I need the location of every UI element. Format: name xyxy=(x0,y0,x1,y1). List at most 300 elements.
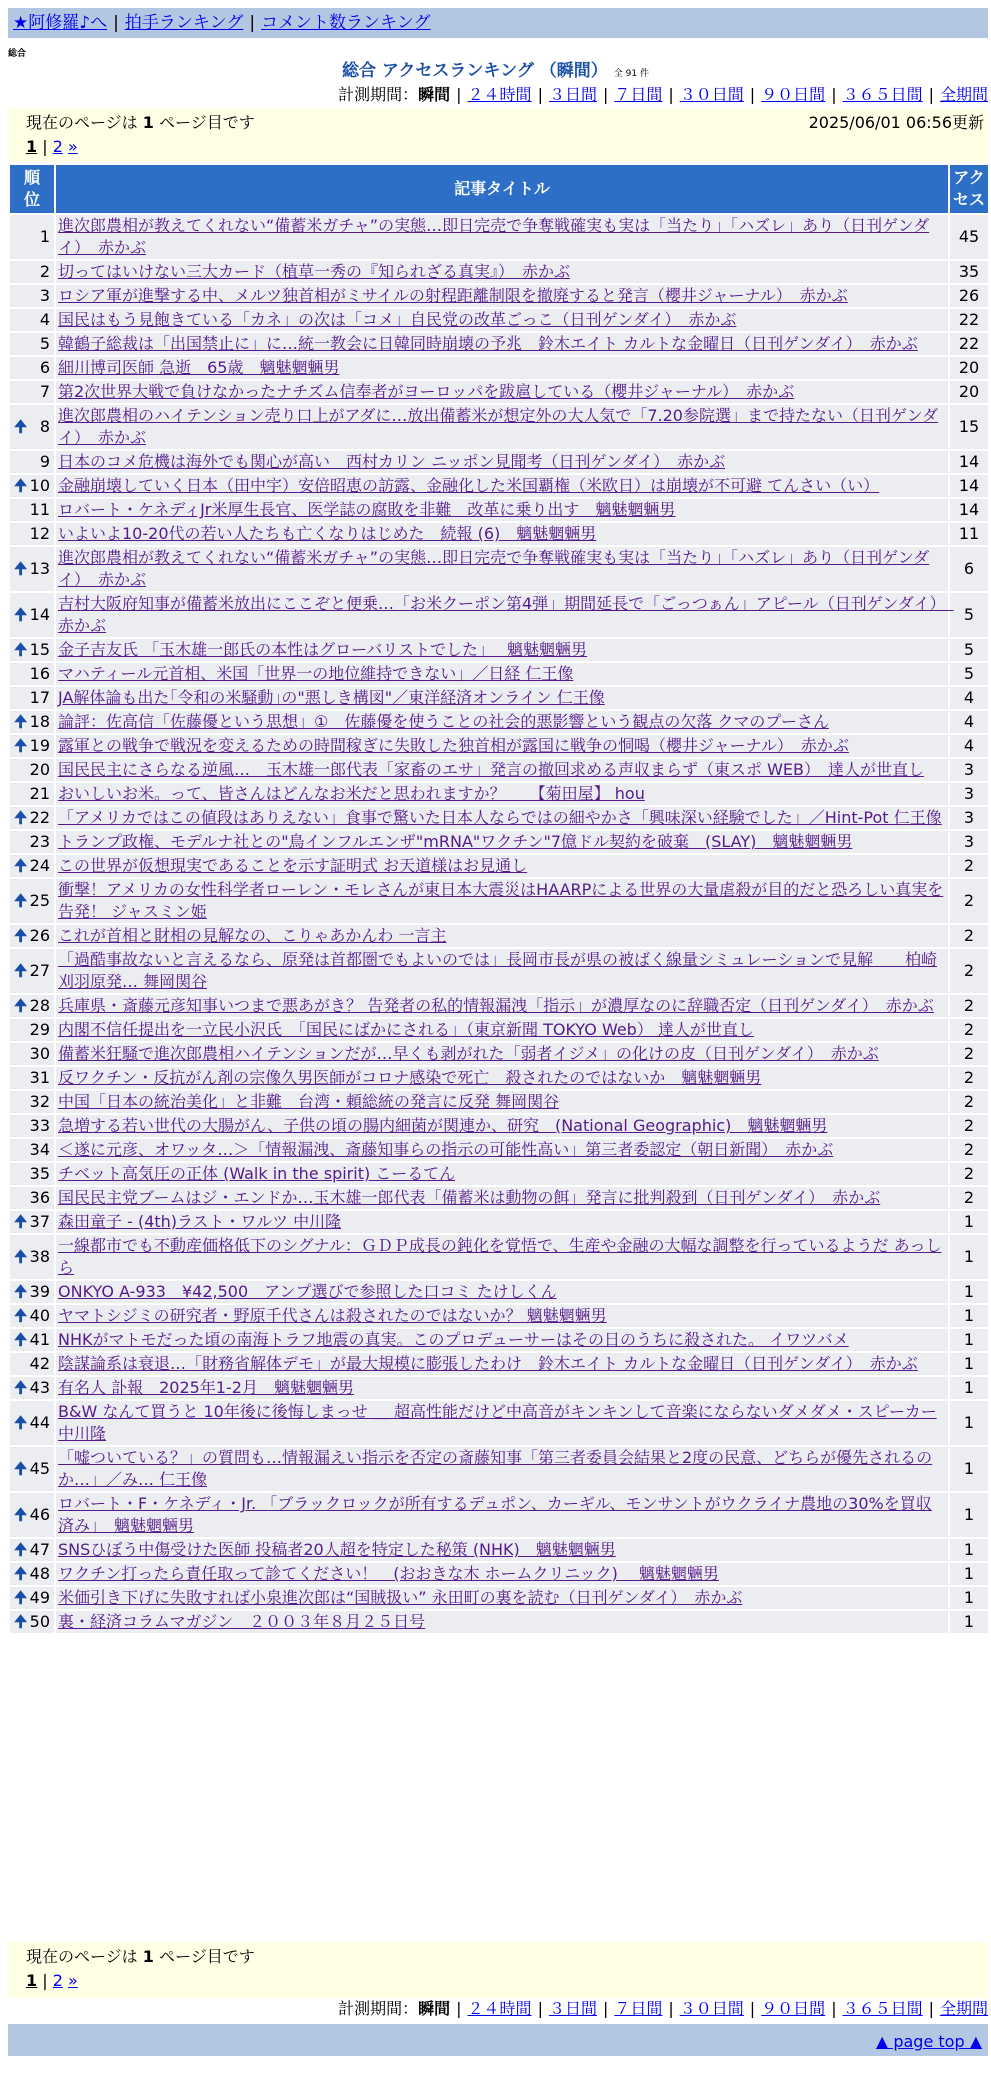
article-link[interactable]: ＜遂に元彦、オワッタ…＞「情報漏洩、斎藤知事らの指示の可能性高い」第三者委認定（朝日新聞） 赤かぶ xyxy=(58,1140,834,1159)
article-link[interactable]: 国民はもう見飽きている「カネ」の次は「コメ」自民党の改革ごっこ（日刊ゲンダイ） 赤かぶ xyxy=(58,310,737,329)
title-cell xyxy=(56,1401,948,1445)
period-selector-top xyxy=(338,84,988,106)
table-row xyxy=(10,855,988,877)
comment-ranking-link[interactable]: コメント数ランキング xyxy=(261,13,431,33)
next-page-link[interactable]: » xyxy=(67,137,78,156)
rank-number: 22 xyxy=(29,808,50,827)
title-cell xyxy=(56,1611,948,1633)
article-link[interactable]: 露軍との戦争で戦況を変えるための時間稼ぎに失敗した独首相が露国に戦争の恫喝（櫻井ジャーナル） 赤かぶ xyxy=(58,736,849,755)
article-link[interactable]: 「アメリカではこの値段はありえない」食事で驚いた日本人ならではの細やかさ「興味深い経験でした」／Hint-Pot 仁王像 xyxy=(58,808,942,827)
rank-number: 17 xyxy=(29,688,50,707)
title-cell xyxy=(56,663,948,685)
article-link[interactable]: 進次郎農相が教えてくれない“備蓄米ガチャ”の実態…即日完売で争奪戦確実も実は「当たり」「ハズレ」あり（日刊ゲンダイ） 赤かぶ xyxy=(58,548,930,589)
rank-cell xyxy=(10,1067,54,1089)
rank-cell xyxy=(10,1235,54,1279)
access-count: 1 xyxy=(950,1493,988,1537)
title-cell xyxy=(56,451,948,473)
table-row xyxy=(10,783,988,805)
ranking-table xyxy=(8,163,990,1635)
period-separator: | xyxy=(456,85,462,104)
title-cell xyxy=(56,1115,948,1137)
rank-number: 11 xyxy=(29,500,50,519)
access-count: 4 xyxy=(950,735,988,757)
period-link[interactable]: ３日間 xyxy=(548,85,597,104)
title-cell xyxy=(56,357,948,379)
table-row xyxy=(10,309,988,331)
table-row xyxy=(10,405,988,449)
period-link[interactable]: ２４時間 xyxy=(467,1999,532,2018)
rank-cell xyxy=(10,405,54,449)
table-row xyxy=(10,735,988,757)
rank-number: 43 xyxy=(29,1378,50,1397)
rank-cell xyxy=(10,357,54,379)
rank-cell xyxy=(10,475,54,497)
title-cell xyxy=(56,1019,948,1041)
rank-number: 25 xyxy=(29,891,50,910)
article-link[interactable]: 日本のコメ危機は海外でも関心が高い 西村カリン ニッポン見聞考（日刊ゲンダイ） 赤かぶ xyxy=(58,452,726,471)
rank-cell xyxy=(10,547,54,591)
rank-up-arrow-icon: 🠉 xyxy=(14,605,28,624)
next-page-link[interactable]: » xyxy=(67,1971,78,1990)
rank-number: 29 xyxy=(29,1020,50,1039)
rank-cell xyxy=(10,261,54,283)
title-cell xyxy=(56,1493,948,1537)
article-link[interactable]: これが首相と財相の見解なの、こりゃあかんわ 一言主 xyxy=(58,926,447,945)
article-link[interactable]: 進次郎農相が教えてくれない“備蓄米ガチャ”の実態…即日完売で争奪戦確実も実は「当たり」「ハズレ」あり（日刊ゲンダイ） 赤かぶ xyxy=(58,216,930,257)
title-cell xyxy=(56,995,948,1017)
table-row xyxy=(10,333,988,355)
article-link[interactable]: 国民民主党ブームはジ・エンドか…玉木雄一郎代表「備蓄米は動物の餌」発言に批判殺到（日刊ゲンダイ） 赤かぶ xyxy=(58,1188,881,1207)
title-cell xyxy=(56,1091,948,1113)
title-cell xyxy=(56,593,954,637)
rank-cell xyxy=(10,663,54,685)
rank-number: 39 xyxy=(29,1282,50,1301)
title-cell xyxy=(56,1281,948,1303)
access-count: 26 xyxy=(950,285,988,307)
table-row xyxy=(10,285,988,307)
table-row xyxy=(10,357,988,379)
rank-cell xyxy=(10,1377,54,1399)
period-link[interactable]: ７日間 xyxy=(614,85,663,104)
category-label: 総合 xyxy=(8,49,27,59)
article-link[interactable]: 衝撃！アメリカの女性科学者ローレン・モレさんが東日本大震災はHAARPによる世界の大量虐殺が目的だと恐ろしい真実を告発！ ジャスミン姫 xyxy=(58,880,944,921)
rank-cell xyxy=(10,879,54,923)
rank-cell xyxy=(10,1187,54,1209)
table-row xyxy=(10,639,988,661)
title-cell xyxy=(56,1211,948,1233)
title-cell xyxy=(56,925,948,947)
rank-cell xyxy=(10,1447,54,1491)
period-separator: | xyxy=(602,1999,609,2018)
page-2-link[interactable]: 2 xyxy=(52,137,63,156)
rank-up-arrow-icon: 🠉 xyxy=(14,1564,28,1583)
table-row xyxy=(10,1401,988,1445)
article-link[interactable]: 内閣不信任提出を一立民小沢氏 「国民にばかにされる」（東京新聞 TOKYO Web） 達人が世直し xyxy=(58,1020,754,1039)
article-link[interactable]: 米価引き下げに失敗すれば小泉進次郎は“国賊扱い” 永田町の裏を読む（日刊ゲンダイ） 赤かぶ xyxy=(58,1588,743,1607)
access-header: アクセス xyxy=(950,165,988,213)
article-link[interactable]: 吉村大阪府知事が備蓄米放出にここぞと便乗…「お米クーポン第4弾」期間延長で「ごっつぁん」アピール（日刊ゲンダイ） 赤かぶ xyxy=(58,594,954,635)
article-link[interactable]: ヤマトシジミの研究者・野原千代さんは殺されたのではないか？ 魑魅魍魎男 xyxy=(58,1306,607,1325)
access-count: 3 xyxy=(950,759,988,781)
rank-cell xyxy=(10,995,54,1017)
title-cell xyxy=(56,215,948,259)
article-link[interactable]: 切ってはいけない三大カード（植草一秀の『知られざる真実』） 赤かぶ xyxy=(58,262,571,281)
article-link[interactable]: B&W なんて買うと 10年後に後悔しまっせ ＿ 超高性能だけど中高音がキンキンして音楽にならないダメダメ・スピーカー 中川隆 xyxy=(58,1402,937,1443)
rank-cell xyxy=(10,687,54,709)
access-count: 1 xyxy=(950,1401,988,1445)
title-header: 記事タイトル xyxy=(56,165,948,213)
rank-number: 37 xyxy=(29,1212,50,1231)
article-link[interactable]: ワクチン打ったら責任取って診てください！ (おおきな木 ホームクリニック) 魑魅魍魎男 xyxy=(58,1564,719,1583)
rank-number: 35 xyxy=(29,1164,50,1183)
period-link[interactable]: ２４時間 xyxy=(467,85,532,104)
rank-up-arrow-icon: 🠉 xyxy=(14,1588,28,1607)
table-row xyxy=(10,451,988,473)
rank-cell xyxy=(10,1329,54,1351)
article-link[interactable]: マハティール元首相、米国「世界一の地位維持できない」／日経 仁王像 xyxy=(58,664,574,683)
access-count: 5 xyxy=(950,593,988,637)
period-separator: | xyxy=(537,1999,543,2018)
rank-up-arrow-icon: 🠉 xyxy=(14,559,28,578)
article-link[interactable]: NHKがマトモだった頃の南海トラフ地震の真実。このプロデューサーはその日のうちに殺された。 イワツバメ xyxy=(58,1330,849,1349)
rank-cell xyxy=(10,1587,54,1609)
article-link[interactable]: 「過酷事故ないと言えるなら、原発は首都圏でもよいのでは」長岡市長が県の被ばく線量シミュレーションで見解 柏崎刈羽原発… 舞岡関谷 xyxy=(58,950,938,991)
period-link[interactable]: ３６５日間 xyxy=(842,85,923,104)
table-row xyxy=(10,807,988,829)
article-link[interactable]: ロバート・F・ケネディ・Jr. 「ブラックロックが所有するデュポン、カーギル、モンサントがウクライナ農地の30%を買収済み」 魑魅魍魎男 xyxy=(58,1494,932,1535)
title-cell xyxy=(56,405,948,449)
rank-cell xyxy=(10,1493,54,1537)
title-cell xyxy=(56,1329,948,1351)
period-link[interactable]: ３０日間 xyxy=(679,1999,744,2018)
rank-cell xyxy=(10,451,54,473)
article-link[interactable]: 急増する若い世代の大腸がん、子供の頃の腸内細菌が関連か、研究 (National Geographic) 魑魅魍魎男 xyxy=(58,1116,828,1135)
article-link[interactable]: JA解体論も出た｢令和の米騒動｣の"悪しき構図"／東洋経済オンライン 仁王像 xyxy=(58,688,605,707)
rank-number: 27 xyxy=(29,961,50,980)
title-cell xyxy=(56,285,948,307)
title-cell xyxy=(56,1353,948,1375)
rank-number: 44 xyxy=(29,1413,50,1432)
article-link[interactable]: 「嘘ついている？」の質問も…情報漏えい指示を否定の斎藤知事「第三者委員会結果と2度の民意、どちらが優先されるのか…」／み… 仁王像 xyxy=(58,1448,933,1489)
rank-number: 26 xyxy=(29,926,50,945)
rank-cell xyxy=(10,711,54,733)
access-count: 1 xyxy=(950,1329,988,1351)
access-count: 5 xyxy=(950,639,988,661)
access-count: 2 xyxy=(950,1091,988,1113)
article-link[interactable]: 韓鶴子総裁は「出国禁止に」に…統一教会に日韓同時崩壊の予兆 鈴木エイト カルトな金曜日（日刊ゲンダイ） 赤かぶ xyxy=(58,334,918,353)
rank-cell xyxy=(10,1539,54,1561)
table-row xyxy=(10,1091,988,1113)
article-link[interactable]: SNSひぼう中傷受けた医師 投稿者20人超を特定した秘策 (NHK) 魑魅魍魎男 xyxy=(58,1540,616,1559)
access-count: 2 xyxy=(950,995,988,1017)
rank-cell xyxy=(10,1401,54,1445)
title-cell xyxy=(56,1139,948,1161)
article-link[interactable]: 反ワクチン・反抗がん剤の宗像久男医師がコロナ感染で死亡 殺されたのではないか 魑魅魍魎男 xyxy=(58,1068,762,1087)
access-count: 20 xyxy=(950,357,988,379)
period-separator: | xyxy=(831,1999,837,2018)
article-link[interactable]: 裏・経済コラムマガジン ２００３年８月２５日号 xyxy=(58,1612,426,1631)
rank-up-arrow-icon: 🠉 xyxy=(14,1378,28,1397)
article-link[interactable]: ロバート・ケネディJr米厚生長官、医学誌の腐敗を非難 改革に乗り出す 魑魅魍魎男 xyxy=(58,500,676,519)
rank-up-arrow-icon: 🠉 xyxy=(14,476,28,495)
rank-cell xyxy=(10,735,54,757)
period-label: 計測期間： xyxy=(338,1999,419,2018)
access-count: 1 xyxy=(950,1353,988,1375)
page-title xyxy=(0,60,991,85)
article-link[interactable]: 論評：佐高信「佐藤優という思想」① 佐藤優を使うことの社会的悪影響という観点の欠落 クマのプーさん xyxy=(58,712,829,731)
rank-number: 4 xyxy=(39,310,50,329)
article-link[interactable]: 兵庫県・斎藤元彦知事いつまで悪あがき？ 告発者の私的情報漏洩「指示」が濃厚なのに辞職否定（日刊ゲンダイ） 赤かぶ xyxy=(58,996,934,1015)
page-status-number: 1 xyxy=(142,1947,154,1966)
rank-header: 順位 xyxy=(10,165,54,213)
rank-number: 33 xyxy=(29,1116,50,1135)
access-count: 2 xyxy=(950,879,988,923)
table-row xyxy=(10,1353,988,1375)
title-cell xyxy=(56,783,948,805)
article-link[interactable]: 備蓄米狂騒で進次郎農相ハイテンションだが…早くも剥がれた「弱者イジメ」の化けの皮（日刊ゲンダイ） 赤かぶ xyxy=(58,1044,879,1063)
access-count: 2 xyxy=(950,925,988,947)
article-link[interactable]: 陰謀論系は衰退…「財務省解体デモ」が最大規模に膨張したわけ 鈴木エイト カルトな金曜日（日刊ゲンダイ） 赤かぶ xyxy=(58,1354,918,1373)
rank-up-arrow-icon: 🠉 xyxy=(14,1330,28,1349)
access-count: 2 xyxy=(950,1043,988,1065)
article-link[interactable]: トランプ政権、モデルナ社との"鳥インフルエンザ"mRNA"ワクチン"7億ドル契約を破棄 (SLAY) 魑魅魍魎男 xyxy=(58,832,853,851)
rank-up-arrow-icon: 🠉 xyxy=(14,1413,28,1432)
article-link[interactable]: おいしいお米。って、皆さんはどんなお米だと思われますか？ 【菊田屋】 hou xyxy=(58,784,645,803)
rank-up-arrow-icon: 🠉 xyxy=(14,961,28,980)
rank-cell xyxy=(10,215,54,259)
article-link[interactable]: 進次郎農相のハイテンション売り口上がアダに…放出備蓄米が想定外の大人気で「7.20参院選」まで持たない（日刊ゲンダイ） 赤かぶ xyxy=(58,406,939,447)
rank-up-arrow-icon: 🠉 xyxy=(14,1282,28,1301)
period-link[interactable]: ３６５日間 xyxy=(842,1999,923,2018)
article-link[interactable]: この世界が仮想現実であることを示す証明式 お天道様はお見通し xyxy=(58,856,528,875)
rank-cell xyxy=(10,381,54,403)
period-link[interactable]: 全期間 xyxy=(939,1999,988,2018)
title-cell xyxy=(56,309,948,331)
access-count: 11 xyxy=(950,523,988,545)
rank-number: 10 xyxy=(29,476,50,495)
access-count: 20 xyxy=(950,381,988,403)
access-count: 1 xyxy=(950,1587,988,1609)
table-row xyxy=(10,1187,988,1209)
title-cell xyxy=(56,831,948,853)
table-row xyxy=(10,499,988,521)
period-current: 瞬間 xyxy=(418,1999,451,2018)
table-row xyxy=(10,1611,988,1633)
access-count: 4 xyxy=(950,687,988,709)
period-link[interactable]: ９０日間 xyxy=(761,1999,826,2018)
home-link[interactable]: ★阿修羅♪へ xyxy=(13,13,108,33)
rank-up-arrow-icon: 🠉 xyxy=(14,417,28,436)
article-link[interactable]: ロシア軍が進撃する中、メルツ独首相がミサイルの射程距離制限を撤廃すると発言（櫻井ジャーナル） 赤かぶ xyxy=(58,286,848,305)
article-link[interactable]: 第2次世界大戦で負けなかったナチズム信奉者がヨーロッパを跋扈している（櫻井ジャーナル） 赤かぶ xyxy=(58,382,795,401)
rank-number: 40 xyxy=(29,1306,50,1325)
period-separator: | xyxy=(831,85,837,104)
rank-number: 18 xyxy=(29,712,50,731)
article-link[interactable]: 一線都市でも不動産価格低下のシグナル：ＧＤＰ成長の鈍化を覚悟で、生産や金融の大幅な調整を行っているようだ あっしら xyxy=(58,1236,942,1277)
access-count: 3 xyxy=(950,807,988,829)
table-row xyxy=(10,547,988,591)
table-row xyxy=(10,1235,988,1279)
table-row xyxy=(10,1447,988,1491)
rank-cell xyxy=(10,1211,54,1233)
access-count: 1 xyxy=(950,1211,988,1233)
rank-cell xyxy=(10,925,54,947)
article-link[interactable]: 国民民主にさらなる逆風… 玉木雄一郎代表「家畜のエサ」発言の撤回求める声収まらず（東スポ WEB） 達人が世直し xyxy=(58,760,924,779)
article-link[interactable]: 細川博司医師 急逝 65歳 魑魅魍魎男 xyxy=(58,358,340,377)
title-cell xyxy=(56,949,948,993)
title-cell xyxy=(56,735,948,757)
page-1-current: 1 xyxy=(26,1971,38,1990)
rank-number: 21 xyxy=(29,784,50,803)
page-status-suffix: ページ目です xyxy=(159,113,255,132)
rank-up-arrow-icon: 🠉 xyxy=(14,736,28,755)
rank-number: 23 xyxy=(29,832,50,851)
title-cell xyxy=(56,687,948,709)
rank-up-arrow-icon: 🠉 xyxy=(14,1612,28,1631)
rank-number: 9 xyxy=(39,452,50,471)
title-cell xyxy=(56,1187,948,1209)
table-row xyxy=(10,711,988,733)
access-count: 4 xyxy=(950,711,988,733)
period-link[interactable]: ９０日間 xyxy=(761,85,826,104)
article-link[interactable]: ONKYO A-933 ¥42,500 アンプ選びで参照した口コミ たけしくん xyxy=(58,1282,557,1301)
access-count: 1 xyxy=(950,1539,988,1561)
period-selector-bottom xyxy=(338,1998,988,2020)
rank-number: 42 xyxy=(29,1354,50,1373)
title-cell xyxy=(56,1563,948,1585)
period-link[interactable]: ３０日間 xyxy=(679,85,744,104)
rank-number: 5 xyxy=(39,334,50,353)
table-row xyxy=(10,1067,988,1089)
access-count: 22 xyxy=(950,333,988,355)
article-link[interactable]: チベット高気圧の正体 (Walk in the spirit) こーるてん xyxy=(58,1164,456,1183)
access-count: 1 xyxy=(950,1611,988,1633)
rank-number: 12 xyxy=(29,524,50,543)
rank-up-arrow-icon: 🠉 xyxy=(14,856,28,875)
access-count: 6 xyxy=(950,547,988,591)
title-cell xyxy=(56,499,948,521)
rank-number: 19 xyxy=(29,736,50,755)
rank-number: 24 xyxy=(29,856,50,875)
rank-cell xyxy=(10,1139,54,1161)
rank-cell xyxy=(10,1115,54,1137)
rank-number: 1 xyxy=(39,227,50,246)
article-link[interactable]: いよいよ10-20代の若い人たちも亡くなりはじめた 続報 (6) 魑魅魍魎男 xyxy=(58,524,597,543)
article-link[interactable]: 中国「日本の統治美化」と非難 台湾・頼総統の発言に反発 舞岡関谷 xyxy=(58,1092,560,1111)
page-status xyxy=(26,1946,988,1968)
rank-cell xyxy=(10,1281,54,1303)
rank-up-arrow-icon: 🠉 xyxy=(14,926,28,945)
access-count: 1 xyxy=(950,1563,988,1585)
table-row xyxy=(10,1043,988,1065)
access-count: 2 xyxy=(950,1115,988,1137)
rank-number: 14 xyxy=(29,605,50,624)
table-header-row xyxy=(10,165,988,213)
rank-number: 20 xyxy=(29,760,50,779)
rank-cell xyxy=(10,333,54,355)
rank-up-arrow-icon: 🠉 xyxy=(14,1505,28,1524)
rank-cell xyxy=(10,1305,54,1327)
rank-number: 7 xyxy=(39,382,50,401)
page-status-number: 1 xyxy=(142,113,154,132)
period-link[interactable]: ３日間 xyxy=(548,1999,597,2018)
rank-number: 48 xyxy=(29,1564,50,1583)
article-link[interactable]: 森田童子 - (4th)ラスト・ワルツ 中川隆 xyxy=(58,1212,342,1231)
rank-cell xyxy=(10,499,54,521)
clap-ranking-link[interactable]: 拍手ランキング xyxy=(124,13,244,33)
access-count: 2 xyxy=(950,949,988,993)
table-row xyxy=(10,759,988,781)
page-links: 1 | 2 » xyxy=(26,137,78,156)
title-cell xyxy=(56,333,948,355)
table-row xyxy=(10,1211,988,1233)
rank-up-arrow-icon: 🠉 xyxy=(14,1540,28,1559)
rank-cell xyxy=(10,949,54,993)
table-row xyxy=(10,593,988,637)
rank-cell xyxy=(10,1019,54,1041)
pager-top xyxy=(8,108,988,162)
table-row xyxy=(10,1019,988,1041)
rank-up-arrow-icon: 🠉 xyxy=(14,1306,28,1325)
table-row xyxy=(10,1563,988,1585)
table-row xyxy=(10,879,988,923)
rank-number: 34 xyxy=(29,1140,50,1159)
article-link[interactable]: 金融崩壊していく日本（田中宇）安倍昭恵の訪露、金融化した米国覇権（米欧日）は崩壊が不可避 てんさい（い） xyxy=(58,476,880,495)
title-cell xyxy=(56,523,948,545)
article-link[interactable]: 有名人 訃報 2025年1-2月 魑魅魍魎男 xyxy=(58,1378,354,1397)
period-link[interactable]: ７日間 xyxy=(614,1999,663,2018)
page-top-link[interactable]: ▲ page top ▲ xyxy=(875,2032,982,2051)
rank-number: 50 xyxy=(29,1612,50,1631)
rank-up-arrow-icon: 🠉 xyxy=(14,1459,28,1478)
rank-up-arrow-icon: 🠉 xyxy=(14,1247,28,1266)
access-count: 22 xyxy=(950,309,988,331)
rank-number: 45 xyxy=(29,1459,50,1478)
rank-cell xyxy=(10,783,54,805)
total-count: 全 91 件 xyxy=(613,69,649,79)
access-count: 5 xyxy=(950,663,988,685)
rank-number: 28 xyxy=(29,996,50,1015)
rank-number: 36 xyxy=(29,1188,50,1207)
table-row xyxy=(10,663,988,685)
rank-up-arrow-icon: 🠉 xyxy=(14,640,28,659)
access-count: 2 xyxy=(950,1163,988,1185)
table-row xyxy=(10,687,988,709)
title-cell xyxy=(56,711,948,733)
table-row xyxy=(10,1281,988,1303)
title-cell xyxy=(56,639,948,661)
rank-number: 32 xyxy=(29,1092,50,1111)
pager-bottom xyxy=(8,1942,988,1998)
page-status-suffix: ページ目です xyxy=(159,1947,255,1966)
title-cell xyxy=(56,1305,948,1327)
footer-bar xyxy=(8,2024,988,2056)
period-link[interactable]: 全期間 xyxy=(939,85,988,104)
article-link[interactable]: 金子吉友氏 「玉木雄一郎氏の本性はグローバリストでした」 魑魅魍魎男 xyxy=(58,640,588,659)
title-cell xyxy=(56,1377,948,1399)
table-row xyxy=(10,1539,988,1561)
title-cell xyxy=(56,1067,948,1089)
rank-number: 46 xyxy=(29,1505,50,1524)
access-count: 2 xyxy=(950,1187,988,1209)
rank-cell xyxy=(10,593,54,637)
page-2-link[interactable]: 2 xyxy=(52,1971,63,1990)
rank-cell xyxy=(10,831,54,853)
access-count: 2 xyxy=(950,1139,988,1161)
rank-number: 16 xyxy=(29,664,50,683)
access-count: 1 xyxy=(950,1235,988,1279)
table-row xyxy=(10,1139,988,1161)
